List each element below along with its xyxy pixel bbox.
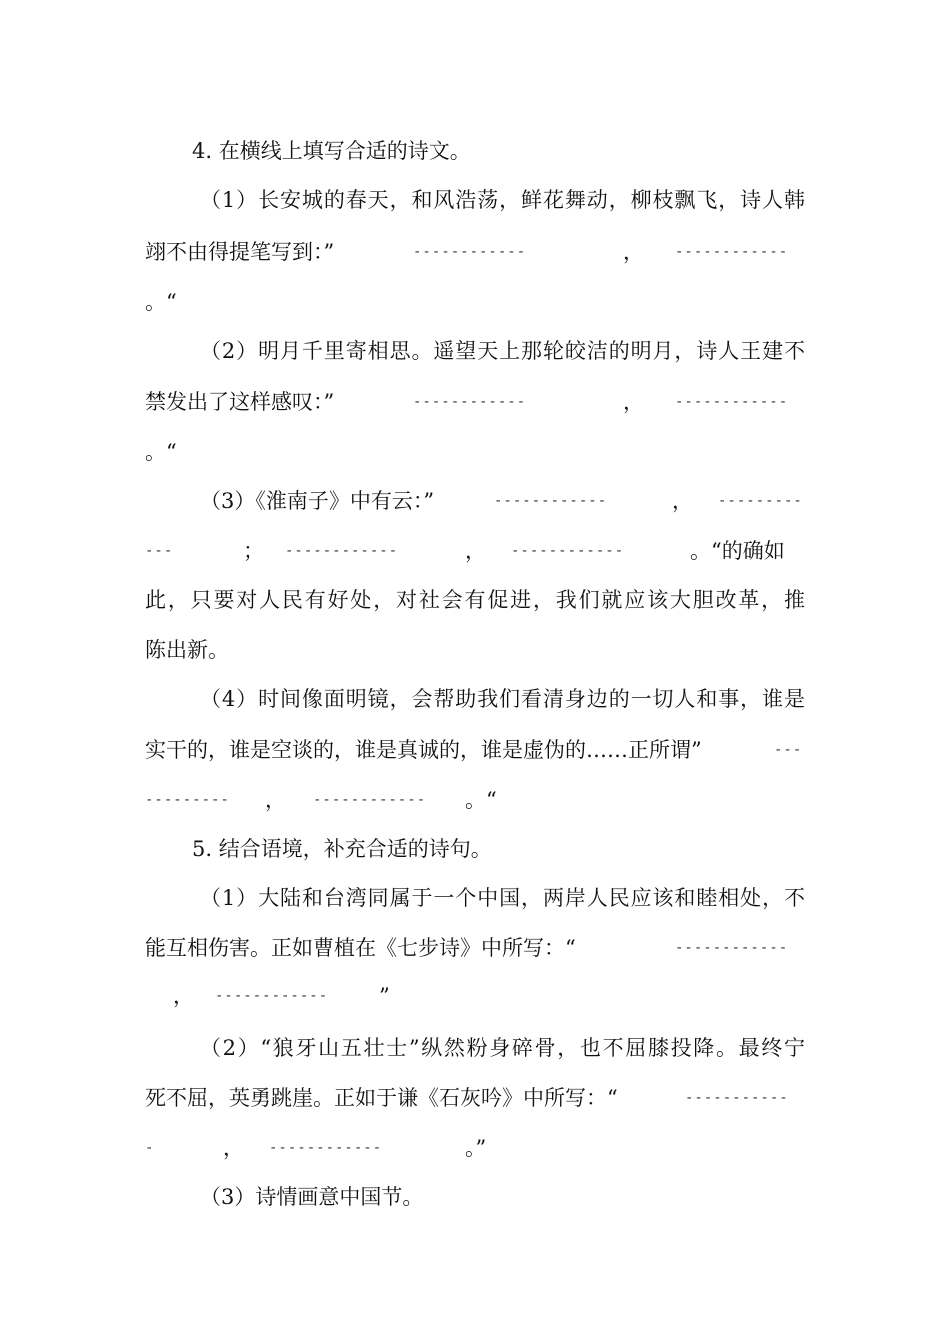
q5-p2-lead: 死不屈，英勇跳崖。正如于谦《石灰吟》中所写：“ (145, 1086, 618, 1110)
q5-p1-blank-b: ------------ (215, 988, 329, 1004)
q4-p3-blank-c: ------------ (285, 543, 399, 559)
q5-p2-blank-b: ------------ (269, 1140, 383, 1156)
q4-p2-comma: ， (623, 390, 644, 414)
q4-p3-blank-d: ------------ (511, 543, 625, 559)
q5-p2-tail: 。” (465, 1136, 487, 1160)
q5-p2-blank-a-start: ----------- (685, 1090, 789, 1106)
q5-p1-blank-a: ------------ (675, 940, 789, 956)
q4-p2-line2 (145, 387, 805, 417)
q4-p4-tail: 。“ (465, 788, 497, 812)
q4-p3-line3: 此，只要对人民有好处，对社会有促进，我们就应该大胆改革，推 (145, 588, 805, 612)
q4-p1-comma: ， (623, 240, 644, 264)
q4-p3-line2 (145, 536, 805, 566)
q4-p3-lead: （3）《淮南子》中有云：” (200, 489, 435, 513)
q4-p2-line1: （2）明月千里寄相思。遥望天上那轮皎洁的明月，诗人王建不 (200, 339, 805, 363)
q4-p3-semicolon: ； (243, 539, 264, 563)
q4-p4-line2 (145, 735, 805, 765)
q4-p4-comma: ， (265, 788, 286, 812)
q4-p4-blank-a-start: --- (774, 742, 803, 758)
q5-heading: 5. 结合语境，补充合适的诗句。 (192, 837, 492, 861)
q4-p1-line2 (145, 237, 805, 267)
q4-heading: 4. 在横线上填写合适的诗文。 (192, 139, 471, 163)
q4-p3-tail: 。“的确如 (690, 539, 785, 563)
q4-p1-blank-b: ------------ (675, 244, 789, 260)
q5-p1-tail: ” (379, 984, 390, 1008)
q5-p1-line3 (145, 981, 805, 1011)
q5-p2-blank-a-end: - (145, 1140, 155, 1156)
q5-p3-line1: （3）诗情画意中国节。 (200, 1185, 424, 1209)
q4-p1-lead: 翊不由得提笔写到：” (145, 240, 335, 264)
q4-p2-line3: 。“ (145, 440, 177, 464)
q4-p3-blank-b-end: --- (145, 543, 174, 559)
q4-p3-line1 (200, 486, 805, 516)
q5-p1-line1: （1）大陆和台湾同属于一个中国，两岸人民应该和睦相处，不 (200, 886, 805, 910)
q5-p1-lead: 能互相伤害。正如曹植在《七步诗》中所写：“ (145, 936, 576, 960)
q5-p1-line2 (145, 933, 805, 963)
q4-p4-blank-b: ------------ (313, 792, 427, 808)
q4-p2-lead: 禁发出了这样感叹：” (145, 390, 335, 414)
q4-p4-lead: 实干的，谁是空谈的，谁是真诚的，谁是虚伪的……正所谓” (145, 738, 702, 762)
q4-p2-blank-a: ------------ (413, 394, 527, 410)
q5-p2-line1: （2）“狼牙山五壮士”纵然粉身碎骨，也不屈膝投降。最终宁 (200, 1036, 805, 1060)
q4-p4-blank-a-end: --------- (145, 792, 230, 808)
q4-p3-blank-a: ------------ (494, 493, 608, 509)
q4-p3-comma-2: ， (465, 539, 486, 563)
q4-p4-line1: （4）时间像面明镜，会帮助我们看清身边的一切人和事，谁是 (200, 687, 805, 711)
q4-p3-blank-b-start: --------- (718, 493, 803, 509)
q4-p2-blank-b: ------------ (675, 394, 789, 410)
q5-p2-line2 (145, 1083, 805, 1113)
q4-p3-line4: 陈出新。 (145, 638, 229, 662)
q5-p2-comma: ， (223, 1136, 244, 1160)
q4-p1-line3: 。“ (145, 290, 177, 314)
q5-p2-line3 (145, 1133, 805, 1163)
q5-p1-comma: ， (173, 984, 194, 1008)
q4-p4-line3 (145, 785, 805, 815)
q4-p1-blank-a: ------------ (413, 244, 527, 260)
q4-p3-comma-1: ， (672, 489, 693, 513)
q4-p1-line1: （1）长安城的春天，和风浩荡，鲜花舞动，柳枝飘飞，诗人韩 (200, 188, 805, 212)
